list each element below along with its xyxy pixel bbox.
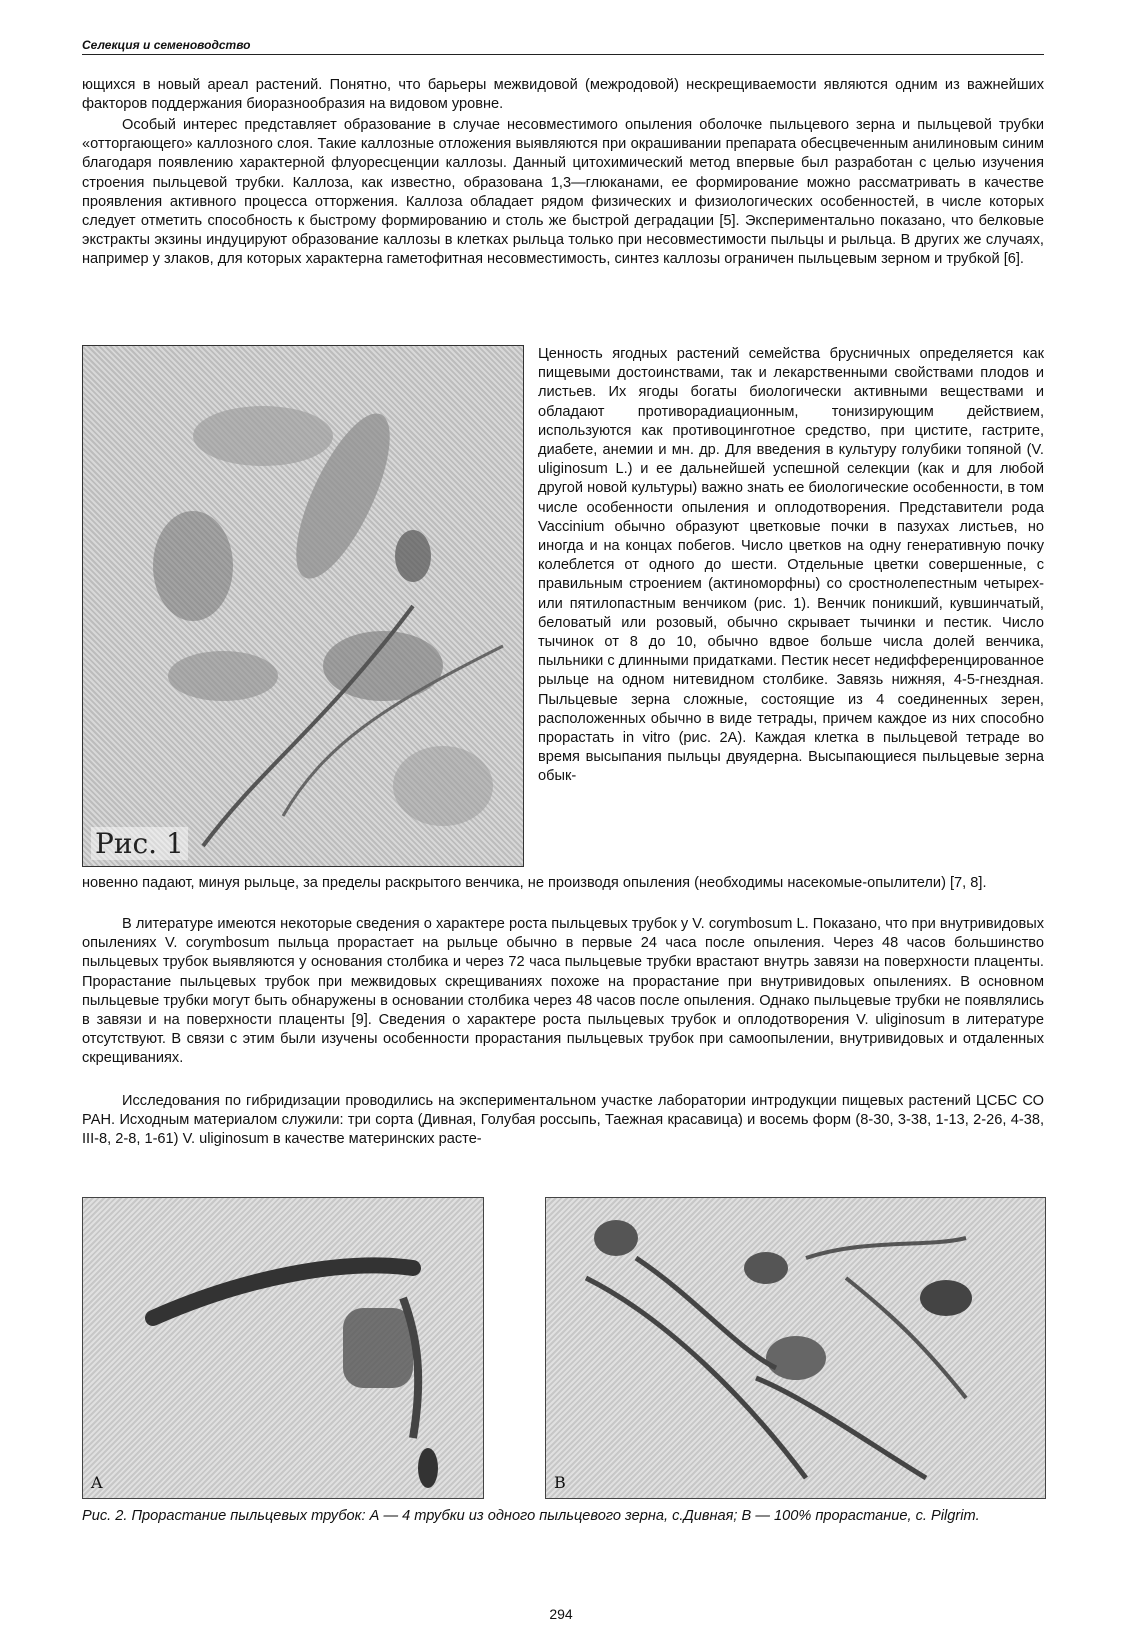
paragraph-vaccinium-continued: новенно падают, минуя рыльце, за пределы раскрытого венчика, не производя опыления (необходимы насекомые-опылители) [7, 8]. (82, 875, 987, 891)
figure-1-photo (82, 345, 524, 867)
figure-2b-photo (545, 1197, 1046, 1499)
running-header: Селекция и семеноводство (82, 38, 1044, 55)
paragraph-methods: Исследования по гибридизации проводились на экспериментальном участке лаборатории интродукции пищевых растений ЦСБС СО РАН. Исходным материалом служили: три сорта (Дивная, Голубая россыпь, Таежная красавица) и восемь форм (8-30, 3-38, 1-13, 2-26, 4-38, III-8, 2-8, 1-61) V. uliginosum в качестве материнских расте- (82, 1093, 1044, 1148)
page-number: 294 (549, 1606, 573, 1622)
figure-1-label: Рис. 1 (91, 827, 188, 860)
figure-2a-micrograph (83, 1198, 483, 1498)
figure-2-caption: Рис. 2. Прорастание пыльцевых трубок: А — 4 трубки из одного пыльцевого зерна, с.Дивная; В — 100% прорастание, с. Pilgrim. (82, 1508, 980, 1524)
paragraph-vaccinium: Ценность ягодных растений семейства брусничных определяется как пищевыми достоинствами, так и лекарственными свойствами плодов и листьев. Их ягоды богаты биологически активными веществами и обладают противорадиационным, тонизирующим действием, используются как противоцинготное средство, при цистите, гастрите, диабете, анемии и мн. др. Для введения в культуру голубики топяной (V. uliginosum L.) и ее дальнейшей успешной селекции (как и для любой другой новой культуры) важно знать ее биологические особенности, в том числе особенности опыления и оплодотворения. Представители рода Vaccinium обычно образуют цветковые почки в пазухах листьев, но иногда и на концах побегов. Число цветков на одну генеративную почку колеблется от одного до шести. Отдельные цветки совершенные, с правильным строением (актиноморфны) со сростнолепестным четырех- или пятилопастным венчиком (рис. 1). Венчик поникший, кувшинчатый, беловатый или розовый, обычно скрывает тычинки и пестик. Число тычинок от 8 до 10, обычно вдвое больше числа долей венчика, пыльники с длинными придатками. Пестик несет недифференцированное рыльце на одном нитевидном столбике. Завязь нижняя, 4-5-гнездная. Пыльцевые зерна сложные, состоящие из 4 соединенных зерен, расположенных обычно в виде тетрады, причем каждое из них способно прорастать in vitro (рис. 2A). Каждая клетка в пыльцевой тетраде во время высыпания пыльцы двуядерна. Высыпающиеся пыльцевые зерна обык- (538, 346, 1044, 785)
paragraph-callose: Особый интерес представляет образование в случае несовместимого опыления оболочке пыльцевого зерна и пыльцевой трубки «отторгающего» каллозного слоя. Такие каллозные отложения выявляются при окрашивании препарата обесцвеченным анилиновым синим благодаря появлению характерной флуоресценции каллозы. Данный цитохимический метод впервые был разработан с целью изучения строения пыльцевой трубки. Каллоза, как известно, образована 1,3—глюканами, ее формирование можно рассматривать в качестве проявления активного процесса отторжения. Каллоза обладает рядом физических и физиологических особенностей, в числе которых следует отметить способность к быстрому формированию и столь же быстрой деградации [5]. Экспериментально показано, что белковые экстракты экзины индуцируют образование каллозы в клетках рыльца только при несовместимости пыльцы и рыльца. В других же случаях, например у злаков, для которых характерна гаметофитная несовместимость, синтез каллозы ограничен пыльцевым зерном и трубкой [6]. (82, 117, 1044, 268)
figure-2b-micrograph (546, 1198, 1045, 1498)
paragraph-literature: В литературе имеются некоторые сведения о характере роста пыльцевых трубок у V. corymbosum L. Показано, что при внутривидовых опылениях V. corymbosum пыльца прорастает на рыльце обычно в первые 24 часа после опыления. Через 48 часов большинство пыльцевых трубок выявляются у основания столбика и через 72 часа пыльцевые трубки врастают внутрь завязи на поверхности плаценты. Прорастание пыльцевых трубок при межвидовых скрещиваниях похоже на прорастание при внутривидовых опылениях. В основном пыльцевые трубки могут быть обнаружены в основании столбика через 48 часов после опыления. Однако пыльцевые трубки не появлялись в завязи и на поверхности плаценты [9]. Сведения о характере роста пыльцевых трубок и оплодотворения V. uliginosum в литературе отсутствуют. В связи с этим были изучены особенности прорастания пыльцевых трубок при самоопылении, внутривидовых и отдаленных скрещиваниях. (82, 916, 1044, 1067)
figure-1-micrograph (83, 346, 523, 866)
paragraph-continuation: ющихся в новый ареал растений. Понятно, что барьеры межвидовой (межродовой) нескрещиваемости являются одним из важнейших факторов поддержания биоразнообразия на видовом уровне. (82, 77, 1044, 113)
figure-2b-label: B (554, 1473, 566, 1492)
figure-2a-label: A (91, 1473, 103, 1492)
figure-2a-photo (82, 1197, 484, 1499)
